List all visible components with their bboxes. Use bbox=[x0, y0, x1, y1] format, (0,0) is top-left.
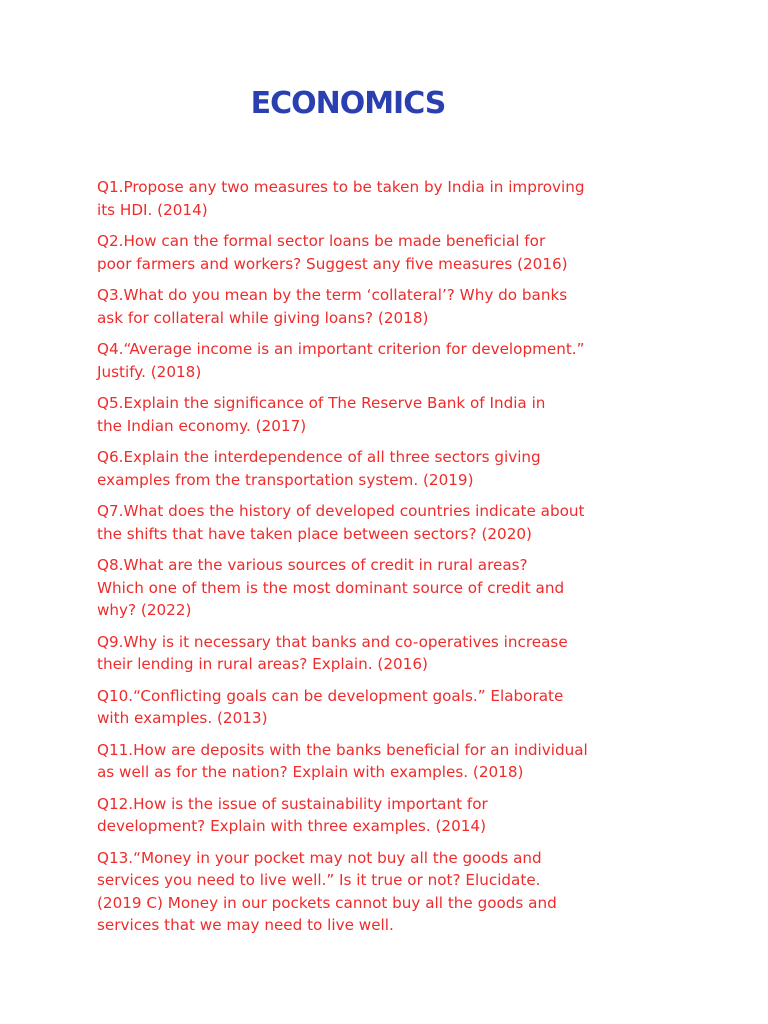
question-item: Q2.How can the formal sector loans be made beneficial for poor farmers and workers? Suggest any five measures (2016) bbox=[97, 232, 568, 273]
question-item: Q4.“Average income is an important criterion for development.” Justify. (2018) bbox=[97, 340, 585, 381]
question-item: Q13.“Money in your pocket may not buy all the goods and services you need to live well.” Is it true or not? Elucidate. (2019 C) Money in our pockets cannot buy all the goods and services that we may need to live well. bbox=[97, 848, 557, 934]
question-item: Q12.How is the issue of sustainability important for development? Explain with three examples. (2014) bbox=[97, 794, 488, 835]
question-item: Q3.What do you mean by the term ‘collateral’? Why do banks ask for collateral while giving loans? (2018) bbox=[97, 286, 568, 327]
question-item: Q10.“Conflicting goals can be development goals.” Elaborate with examples. (2013) bbox=[97, 686, 564, 727]
question-item: Q8.What are the various sources of credit in rural areas? Which one of them is the most dominant source of credit and why? (2022) bbox=[97, 556, 565, 619]
question-list bbox=[97, 176, 617, 946]
question-item: Q9.Why is it necessary that banks and co-operatives increase their lending in rural areas? Explain. (2016) bbox=[97, 632, 568, 673]
question-item: Q6.Explain the interdependence of all three sectors giving examples from the transportation system. (2019) bbox=[97, 448, 541, 489]
page-title: ECONOMICS bbox=[250, 86, 446, 121]
question-item: Q1.Propose any two measures to be taken by India in improving its HDI. (2014) bbox=[97, 178, 585, 219]
question-item: Q5.Explain the significance of The Reserve Bank of India in the Indian economy. (2017) bbox=[97, 394, 546, 435]
question-item: Q11.How are deposits with the banks beneficial for an individual as well as for the nation? Explain with examples. (2018) bbox=[97, 740, 588, 781]
question-item: Q7.What does the history of developed countries indicate about the shifts that have taken place between sectors? (2020) bbox=[97, 502, 585, 543]
